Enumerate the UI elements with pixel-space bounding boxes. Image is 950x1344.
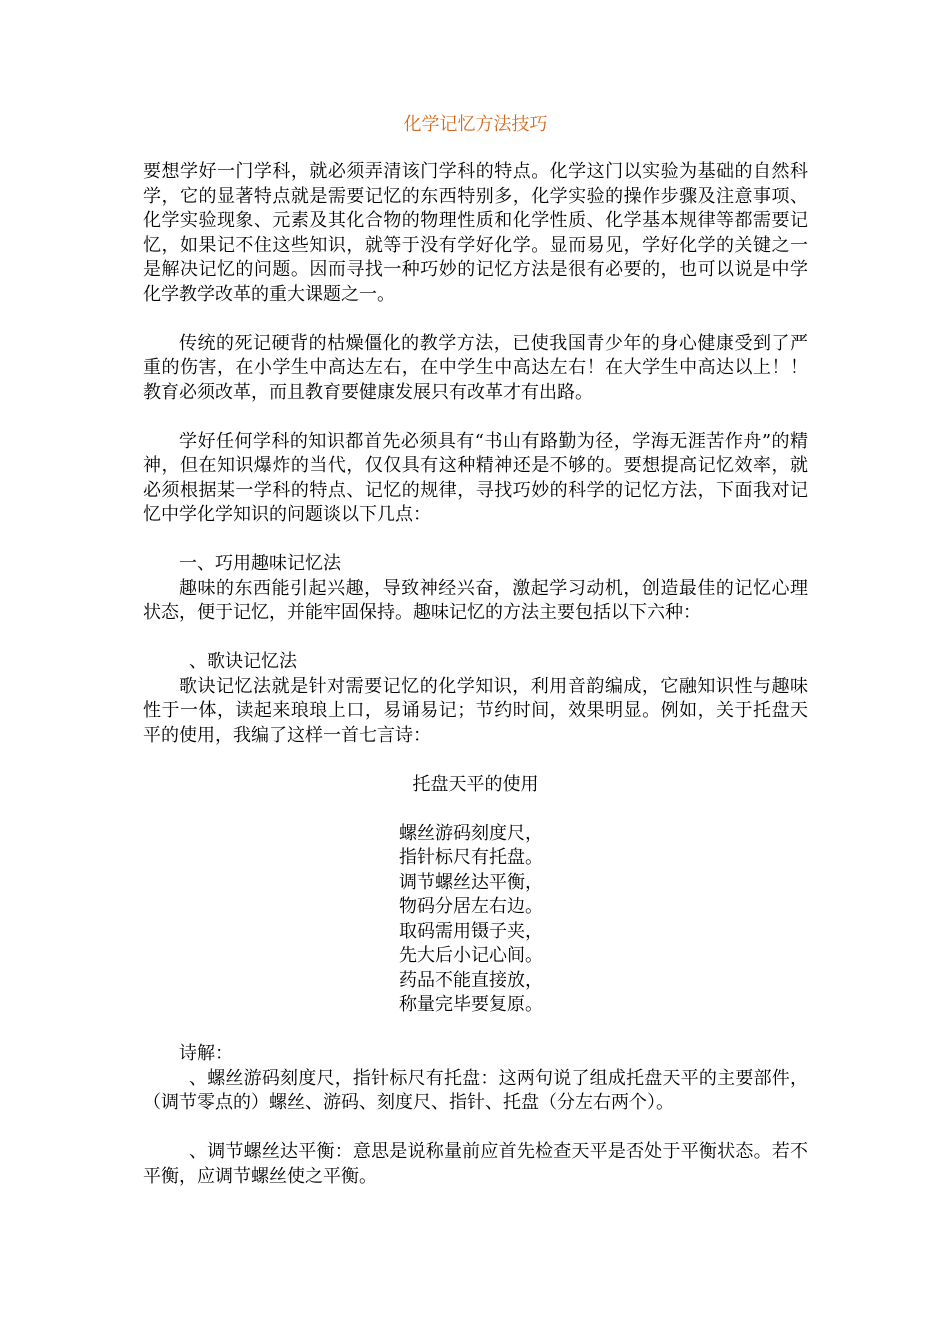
subsection-body-rhyme-memory: 歌诀记忆法就是针对需要记忆的化学知识，利用音韵编成，它融知识性与趣味性于一体，读起来琅琅上口，易诵易记；节约时间，效果明显。例如，关于托盘天平的使用，我编了这样一首七言诗： — [143, 675, 808, 746]
poem-line: 调节螺丝达平衡， — [399, 871, 543, 893]
spacer — [143, 405, 808, 430]
paragraph-learning-spirit: 学好任何学科的知识都首先必须具有“书山有路勤为径，学海无涯苦作舟”的精神，但在知识爆炸的当代，仅仅具有这种精神还是不够的。要想提高记忆效率，就必须根据某一学科的特点、记忆的规律，寻找巧妙的科学的记忆方法，下面我对记忆中学化学知识的问题谈以下几点： — [143, 430, 808, 525]
document-body — [143, 110, 808, 1189]
intro-paragraph: 要想学好一门学科，就必须弄清该门学科的特点。化学这门以实验为基础的自然科学，它的显著特点就是需要记忆的东西特别多，化学实验的操作步骤及注意事项、化学实验现象、元素及其化合物的物理性质和化学性质、化学基本规律等都需要记忆，如果记不住这些知识，就等于没有学好化学。显而易见，学好化学的关键之一是解决记忆的问题。因而寻找一种巧妙的记忆方法是很有必要的，也可以说是中学化学教学改革的重大课题之一。 — [143, 161, 808, 305]
poem — [399, 822, 559, 1018]
poem-line: 物码分居左右边。 — [399, 896, 543, 917]
spacer — [143, 1018, 808, 1043]
poem-explanation-label: 诗解： — [179, 1043, 233, 1064]
spacer — [143, 748, 808, 773]
spacer — [143, 528, 808, 553]
document-title: 化学记忆方法技巧 — [403, 114, 548, 135]
poem-explanation-1: 、螺丝游码刻度尺，指针标尺有托盘：这两句说了组成托盘天平的主要部件，（调节零点的）螺丝、游码、刻度尺、指针、托盘（分左右两个）。 — [143, 1067, 808, 1113]
poem-title: 托盘天平的使用 — [412, 773, 539, 795]
spacer — [143, 1116, 808, 1141]
paragraph-traditional-methods: 传统的死记硬背的枯燥僵化的教学方法，已使我国青少年的身心健康受到了严重的伤害，在小学生中高达左右，在中学生中高达左右！在大学生中高达以上！！教育必须改革，而且教育要健康发展只有改革才有出路。 — [143, 332, 808, 403]
spacer — [143, 626, 808, 651]
poem-line: 取码需用镊子夹， — [399, 920, 543, 942]
poem-line: 指针标尺有托盘。 — [399, 847, 543, 868]
spacer — [143, 307, 808, 332]
subsection-heading-rhyme-memory: 、歌诀记忆法 — [189, 651, 297, 672]
poem-explanation-2: 、调节螺丝达平衡：意思是说称量前应首先检查天平是否处于平衡状态。若不平衡，应调节螺丝使之平衡。 — [143, 1141, 808, 1187]
spacer — [143, 797, 808, 822]
poem-line: 先大后小记心间。 — [399, 945, 543, 966]
poem-line: 螺丝游码刻度尺， — [399, 822, 543, 844]
section-heading-interest-memory: 一、巧用趣味记忆法 — [179, 553, 341, 574]
section-body-interest-memory: 趣味的东西能引起兴趣，导致神经兴奋，激起学习动机，创造最佳的记忆心理状态，便于记忆，并能牢固保持。趣味记忆的方法主要包括以下六种： — [143, 577, 808, 623]
poem-line: 称量完毕要复原。 — [399, 994, 543, 1015]
poem-line: 药品不能直接放， — [399, 969, 543, 991]
